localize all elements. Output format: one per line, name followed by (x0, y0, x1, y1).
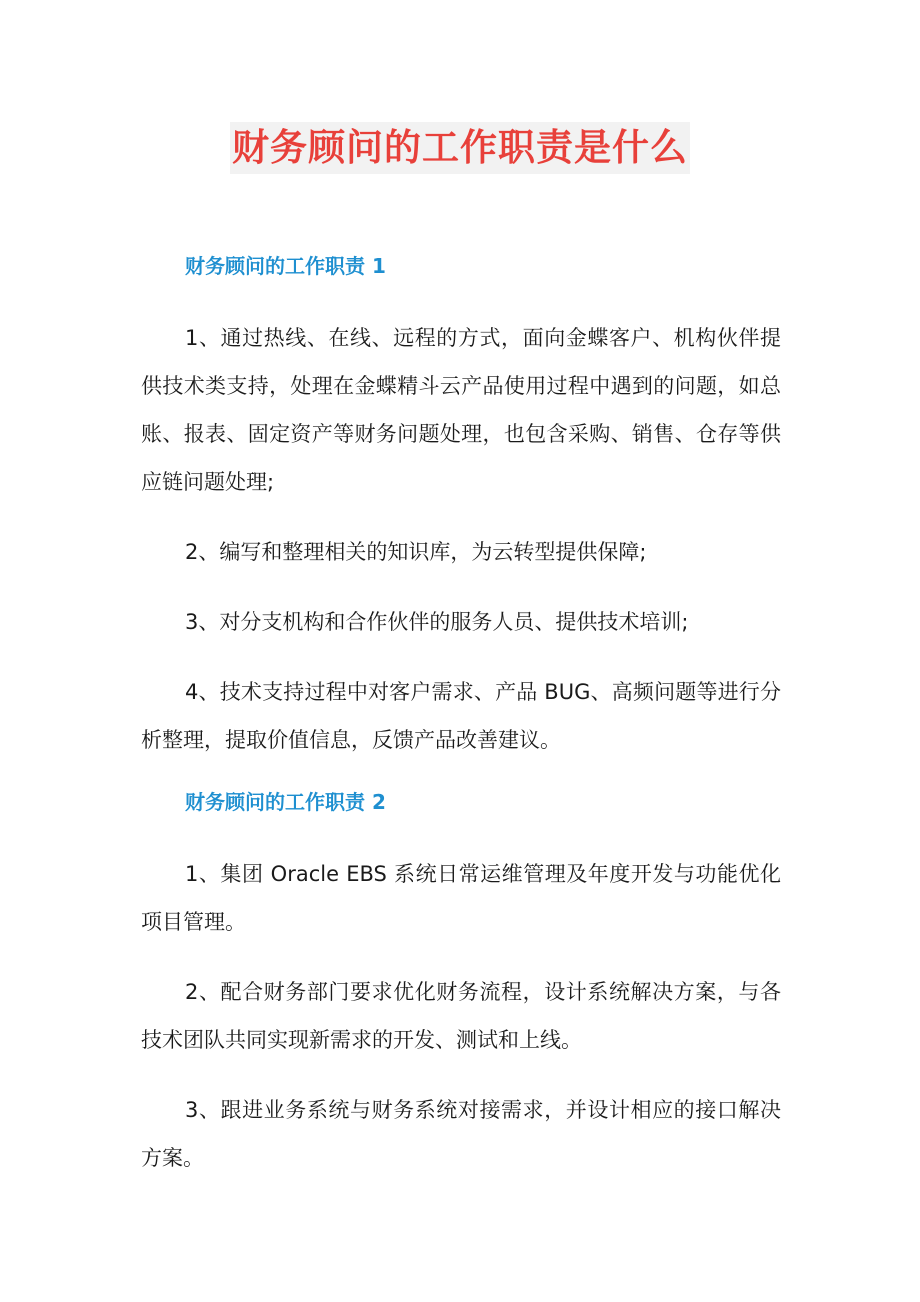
paragraph: 1、通过热线、在线、远程的方式，面向金蝶客户、机构伙伴提供技术类支持，处理在金蝶精斗云产品使用过程中遇到的问题，如总账、报表、固定资产等财务问题处理，也包含采购、销售、仓存等供应链问题处理; (141, 326, 781, 494)
paragraph: 3、对分支机构和合作伙伴的服务人员、提供技术培训; (185, 610, 689, 634)
document-body (141, 252, 781, 1204)
page-title: 财务顾问的工作职责是什么 (230, 122, 690, 174)
section-2 (141, 788, 781, 1182)
paragraph: 2、配合财务部门要求优化财务流程，设计系统解决方案，与各技术团队共同实现新需求的开发、测试和上线。 (141, 980, 781, 1052)
title-container (0, 122, 920, 174)
paragraph: 3、跟进业务系统与财务系统对接需求，并设计相应的接口解决方案。 (141, 1098, 781, 1170)
paragraph: 4、技术支持过程中对客户需求、产品 BUG、高频问题等进行分析整理，提取价值信息，反馈产品改善建议。 (141, 680, 781, 752)
paragraph: 1、集团 Oracle EBS 系统日常运维管理及年度开发与功能优化项目管理。 (141, 862, 781, 934)
paragraph: 2、编写和整理相关的知识库，为云转型提供保障; (185, 540, 647, 564)
section-heading: 财务顾问的工作职责 2 (185, 790, 386, 814)
section-1 (141, 252, 781, 764)
section-heading: 财务顾问的工作职责 1 (185, 254, 386, 278)
